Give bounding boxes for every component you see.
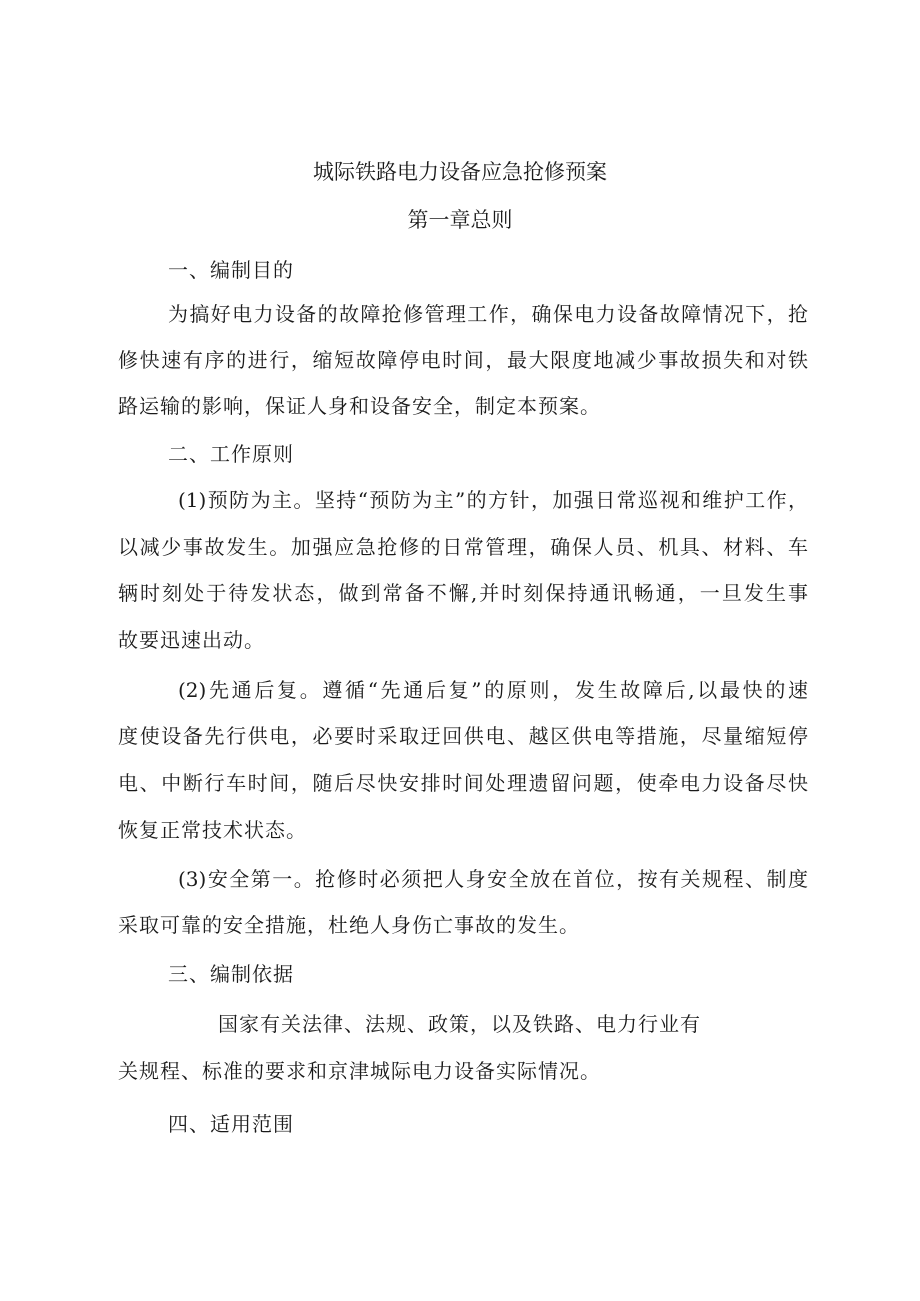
section-heading-purpose: 一、编制目的 [168,258,294,282]
paragraph-line: 国家有关法律、法规、政策，以及铁路、电力行业有 [218,1012,701,1036]
paragraph-line: 路运输的影响，保证人身和设备安全，制定本预案。 [118,394,601,418]
paragraph-line: 电、中断行车时间，随后尽快安排时间处理遗留问题，使牵电力设备尽快 [118,771,808,795]
paragraph-line: (1)预防为主。坚持“预防为主”的方针，加强日常巡视和维护工作， [178,488,808,512]
paragraph-line: 度使设备先行供电，必要时采取迂回供电、越区供电等措施，尽量缩短停 [118,724,808,748]
section-heading-principles: 二、工作原则 [168,442,294,466]
paragraph-line: 故要迅速出动。 [118,628,265,652]
document-title: 城际铁路电力设备应急抢修预案 [313,160,607,184]
paragraph-line: 辆时刻处于待发状态，做到常备不懈,并时刻保持通讯畅通，一旦发生事 [118,581,808,605]
section-heading-scope: 四、适用范围 [168,1112,294,1136]
paragraph-line: (2)先通后复。遵循“先通后复”的原则，发生故障后,以最快的速 [178,678,808,702]
paragraph-line: 为搞好电力设备的故障抢修管理工作，确保电力设备故障情况下，抢 [168,302,808,326]
paragraph-line: 恢复正常技术状态。 [118,818,307,842]
section-heading-basis: 三、编制依据 [168,962,294,986]
chapter-heading: 第一章总则 [407,208,513,232]
paragraph-line: 以减少事故发生。加强应急抢修的日常管理，确保人员、机具、材料、车 [118,535,808,559]
paragraph-line: 关规程、标准的要求和京津城际电力设备实际情况。 [118,1059,601,1083]
paragraph-line: 采取可靠的安全措施，杜绝人身伤亡事故的发生。 [118,913,580,937]
paragraph-line: (3)安全第一。抢修时必须把人身安全放在首位，按有关规程、制度 [178,867,808,891]
paragraph-line: 修快速有序的进行，缩短故障停电时间，最大限度地减少事故损失和对铁 [118,348,808,372]
